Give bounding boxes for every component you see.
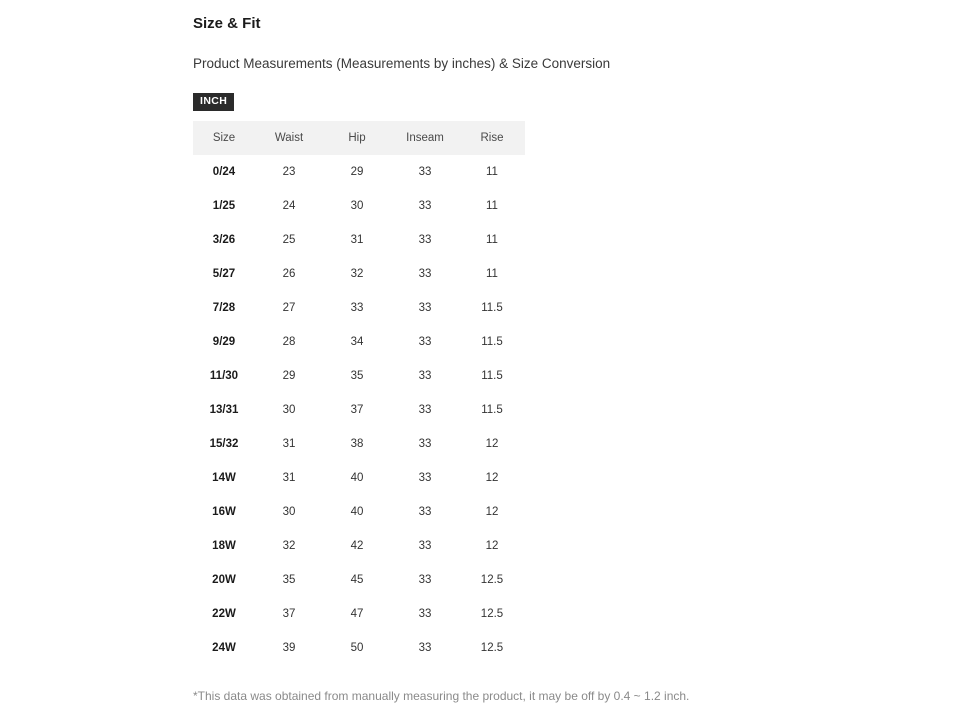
cell-inseam: 33 [418,336,432,348]
cell-waist: 24 [282,200,296,212]
cell-hip: 37 [350,404,364,416]
cell-rise: 12 [485,506,499,518]
table-row [193,597,525,631]
cell-hip: 34 [350,336,364,348]
cell-rise: 11 [486,166,498,178]
cell-inseam: 33 [418,404,432,416]
cell-rise: 12 [485,472,499,484]
cell-size: 7/28 [212,302,236,314]
cell-inseam: 33 [418,200,432,212]
cell-inseam: 33 [418,166,432,178]
cell-rise: 11.5 [481,302,503,314]
cell-size: 13/31 [209,404,239,416]
cell-inseam: 33 [418,472,432,484]
table-row [193,257,525,291]
cell-size: 5/27 [212,268,236,280]
column-header-waist: Waist [274,132,304,144]
cell-rise: 12.5 [480,642,504,654]
table-row [193,393,525,427]
size-and-fit-content [193,14,793,704]
cell-inseam: 33 [418,234,432,246]
cell-size: 11/30 [209,370,239,382]
column-header-hip: Hip [348,132,366,144]
cell-inseam: 33 [418,302,432,314]
unit-badge: INCH [193,93,234,111]
cell-inseam: 33 [418,574,432,586]
column-header-rise: Rise [480,132,504,144]
cell-size: 3/26 [212,234,236,246]
table-row [193,461,525,495]
cell-size: 16W [212,506,236,518]
cell-hip: 30 [350,200,364,212]
cell-size: 24W [212,642,236,654]
section-subtitle: Product Measurements (Measurements by inches) & Size Conversion [193,56,611,71]
cell-size: 22W [212,608,236,620]
cell-waist: 39 [282,642,296,654]
cell-size: 1/25 [212,200,236,212]
cell-hip: 40 [350,472,364,484]
cell-size: 0/24 [212,166,236,178]
cell-size: 14W [212,472,236,484]
cell-inseam: 33 [418,506,432,518]
cell-rise: 11 [486,200,498,212]
cell-rise: 11.5 [481,336,503,348]
cell-hip: 31 [350,234,364,246]
cell-hip: 35 [350,370,364,382]
table-row [193,495,525,529]
cell-rise: 12.5 [480,574,504,586]
cell-rise: 11 [486,234,498,246]
size-chart-table [193,121,525,665]
cell-rise: 12 [485,540,499,552]
table-row [193,325,525,359]
table-row [193,529,525,563]
cell-rise: 11.5 [481,404,503,416]
cell-size: 20W [212,574,236,586]
cell-size: 9/29 [212,336,236,348]
cell-size: 15/32 [209,438,239,450]
cell-waist: 30 [282,506,296,518]
table-header-row [193,121,525,155]
column-header-inseam: Inseam [406,132,444,144]
cell-waist: 28 [282,336,296,348]
column-header-size: Size [212,132,236,144]
cell-waist: 29 [282,370,296,382]
table-row [193,189,525,223]
cell-waist: 35 [282,574,296,586]
cell-waist: 23 [282,166,296,178]
cell-hip: 32 [350,268,364,280]
cell-waist: 25 [282,234,296,246]
page-title: Size & Fit [193,15,261,32]
cell-hip: 42 [350,540,364,552]
cell-inseam: 33 [418,642,432,654]
cell-hip: 38 [350,438,364,450]
cell-hip: 29 [350,166,364,178]
cell-waist: 32 [282,540,296,552]
cell-rise: 11.5 [481,370,503,382]
cell-hip: 50 [350,642,364,654]
cell-waist: 37 [282,608,296,620]
measurement-footnote: *This data was obtained from manually measuring the product, it may be off by 0.4 ~ 1.2 inch. [193,689,690,703]
cell-hip: 40 [350,506,364,518]
cell-size: 18W [212,540,236,552]
cell-waist: 31 [282,438,296,450]
cell-hip: 33 [350,302,364,314]
cell-waist: 27 [282,302,296,314]
cell-waist: 31 [282,472,296,484]
cell-waist: 30 [282,404,296,416]
cell-waist: 26 [282,268,296,280]
cell-inseam: 33 [418,370,432,382]
table-row [193,427,525,461]
table-row [193,155,525,189]
table-row [193,563,525,597]
cell-inseam: 33 [418,608,432,620]
table-row [193,359,525,393]
cell-rise: 11 [486,268,498,280]
cell-rise: 12.5 [480,608,504,620]
cell-inseam: 33 [418,438,432,450]
cell-hip: 47 [350,608,364,620]
cell-hip: 45 [350,574,364,586]
table-row [193,631,525,665]
table-row [193,291,525,325]
cell-rise: 12 [485,438,499,450]
cell-inseam: 33 [418,268,432,280]
size-chart-header [193,121,525,155]
table-row [193,223,525,257]
cell-inseam: 33 [418,540,432,552]
size-chart-body [193,155,525,665]
